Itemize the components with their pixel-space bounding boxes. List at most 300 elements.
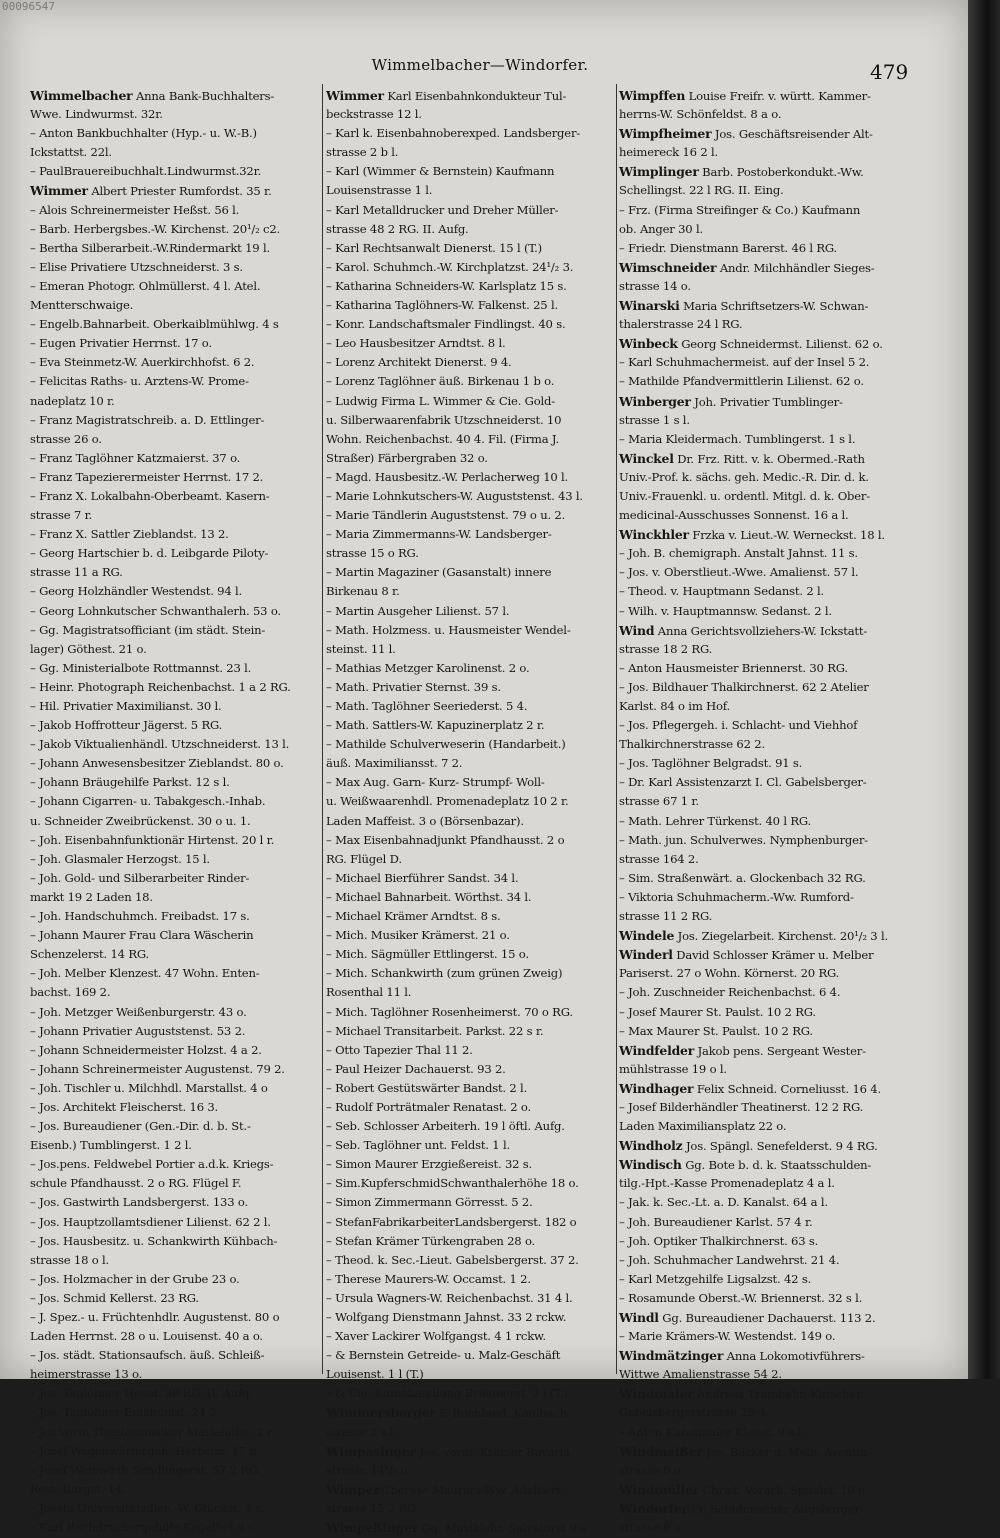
entry-text: strasse 164 2. xyxy=(619,851,699,866)
entry-text: – Joh. Tischler u. Milchhdl. Marstallst. 4 o xyxy=(30,1080,268,1095)
entry-text: – Franz Magistratschreib. a. D. Ettlinger- xyxy=(30,412,265,427)
directory-entry-line xyxy=(619,1365,916,1384)
entry-text: strasse 8 o. xyxy=(619,1462,684,1477)
directory-entry-head xyxy=(619,1384,916,1403)
entry-text: Gg. Bote b. d. k. Staatsschulden- xyxy=(681,1158,872,1173)
entry-text: – Jak. k. Sec.-Lt. a. D. Kanalst. 64 a l. xyxy=(619,1195,828,1210)
surname: Wimpffen xyxy=(619,88,686,103)
directory-entry-line xyxy=(326,162,620,181)
directory-entry-head xyxy=(619,86,916,105)
entry-text: – Joh. Metzger Weißenburgerstr. 43 o. xyxy=(30,1004,247,1019)
directory-entry-line xyxy=(30,1346,330,1365)
directory-entry-line xyxy=(619,239,916,258)
entry-text: Felix Schneid. Corneliusst. 16 4. xyxy=(693,1081,881,1096)
entry-text: nadeplatz 10 r. xyxy=(30,393,115,408)
surname: Windmaier xyxy=(619,1386,694,1402)
directory-entry-line xyxy=(326,983,620,1002)
directory-entry-line xyxy=(30,1155,330,1174)
entry-text: – Jos. Bildhauer Thalkirchnerst. 62 2 Atelier xyxy=(619,679,869,694)
entry-text: – Jos.pens. Feldwebel Portier a.d.k. Kriegs- xyxy=(30,1157,274,1172)
directory-entry-line xyxy=(326,1499,620,1518)
directory-entry-line xyxy=(30,1518,330,1537)
directory-entry-line xyxy=(619,563,916,582)
directory-entry-line xyxy=(619,754,916,773)
directory-entry-line xyxy=(326,449,620,468)
directory-entry-line xyxy=(326,277,620,296)
surname: Windele xyxy=(619,928,675,944)
directory-entry-line xyxy=(326,1213,620,1232)
entry-text: strasse 15 o RG. xyxy=(326,546,419,561)
entry-text: Dr. Frz. Ritt. v. k. Obermed.-Rath xyxy=(673,451,865,466)
entry-text: – Konr. Landschaftsmaler Findlingst. 40 s. xyxy=(326,317,566,332)
entry-text: – Mich. Schankwirth (zum grünen Zweig) xyxy=(326,966,563,981)
entry-text: – Jos. Taglöhner Belgradst. 91 s. xyxy=(619,756,803,771)
directory-entry-line xyxy=(619,372,916,391)
entry-text: – Jos. Architekt Fleischerst. 16 3. xyxy=(30,1099,219,1114)
directory-column-left xyxy=(30,86,330,1535)
directory-entry-line xyxy=(30,678,330,697)
directory-entry-line xyxy=(30,525,330,544)
entry-text: – Jos.vorm.Theatermusiker Mariahilfst. 2 r. xyxy=(30,1424,275,1439)
directory-entry-line xyxy=(619,964,916,983)
directory-entry-head xyxy=(619,449,916,468)
entry-text: – Martin Ausgeher Lilienst. 57 l. xyxy=(326,603,510,618)
directory-entry-line xyxy=(619,640,916,659)
directory-entry-line xyxy=(30,907,330,926)
directory-entry-line xyxy=(30,411,330,430)
entry-text: – Franz X. Lokalbahn-Oberbeamt. Kasern- xyxy=(30,488,270,503)
directory-entry-line xyxy=(619,468,916,487)
directory-entry-line xyxy=(326,1289,620,1308)
entry-text: – Ursula Wagners-W. Reichenbachst. 31 4 l. xyxy=(326,1290,573,1305)
directory-entry-head xyxy=(619,258,916,277)
directory-entry-line xyxy=(30,544,330,563)
directory-entry-line xyxy=(326,430,620,449)
entry-text: Andreas Trambahn-Kutscher xyxy=(693,1387,862,1402)
entry-text: – Michael Bahnarbeit. Wörthst. 34 l. xyxy=(326,889,532,904)
entry-text: – Frz. (Firma Streifinger & Co.) Kaufmann xyxy=(619,202,861,217)
surname: Winbeck xyxy=(619,336,678,352)
entry-text: – Karol. Schuhmch.-W. Kirchplatzst. 24¹/₂ 3. xyxy=(326,259,574,274)
directory-entry-line xyxy=(326,1251,620,1270)
entry-text: strasse 7 r. xyxy=(30,508,93,523)
directory-entry-line xyxy=(326,792,620,811)
surname: Windmüller xyxy=(619,1481,700,1497)
directory-entry-line xyxy=(326,1174,620,1193)
directory-entry-line xyxy=(30,506,330,525)
entry-text: – Jos. Pflegergeh. i. Schlacht- und Viehhof xyxy=(619,718,858,733)
directory-entry-line xyxy=(30,697,330,716)
entry-text: – Joh. Glasmaler Herzogst. 15 l. xyxy=(30,851,210,866)
entry-text: Anna Bank-Buchhalters- xyxy=(132,89,275,103)
directory-entry-head xyxy=(326,1403,620,1422)
directory-entry-line xyxy=(326,468,620,487)
entry-text: Jos. vorm. Krämer Bavaria- xyxy=(415,1444,574,1459)
entry-text: schule Pfandhausst. 2 o RG. Flügel F. xyxy=(30,1176,242,1191)
directory-entry-line xyxy=(326,525,620,544)
entry-text: – Jos. Hauptzollamtsdiener Lilienst. 62 2 l. xyxy=(30,1214,271,1229)
directory-entry-head xyxy=(619,1079,916,1098)
directory-entry-line xyxy=(30,430,330,449)
directory-entry-line xyxy=(619,659,916,678)
entry-text: – Max Eisenbahnadjunkt Pfandhausst. 2 o xyxy=(326,832,565,847)
directory-entry-line xyxy=(326,1098,620,1117)
entry-text: Frzka v. Lieut.-W. Werneckst. 18 l. xyxy=(688,528,885,543)
entry-text: – Maria Zimmermanns-W. Landsberger- xyxy=(326,527,552,542)
directory-entry-line xyxy=(326,143,620,162)
directory-entry-line xyxy=(326,1041,620,1060)
entry-text: herrns-W. Schönfeldst. 8 a o. xyxy=(619,107,782,122)
entry-text: Straßer) Färbergraben 32 o. xyxy=(326,450,488,465)
directory-entry-line xyxy=(30,716,330,735)
directory-entry-line xyxy=(30,1003,330,1022)
entry-text: – Joh. Eisenbahnfunktionär Hirtenst. 20 l r. xyxy=(30,832,275,847)
entry-text: – Joh. Bureaudiener Karlst. 57 4 r. xyxy=(619,1214,813,1229)
entry-text: Karl Eisenbahnkondukteur Tul- xyxy=(383,89,567,103)
entry-text: – Mich. Musiker Krämerst. 21 o. xyxy=(326,928,510,943)
entry-text: – Alois Schreinermeister Heßst. 56 l. xyxy=(30,202,240,217)
directory-entry-line xyxy=(30,621,330,640)
directory-entry-head xyxy=(619,1155,916,1174)
directory-entry-line xyxy=(326,1022,620,1041)
directory-entry-line xyxy=(326,812,620,831)
directory-entry-line xyxy=(30,1174,330,1193)
directory-entry-line xyxy=(326,1327,620,1346)
directory-entry-line xyxy=(326,754,620,773)
entry-text: – Mathilde Pfandvermittlerin Lilienst. 62 o. xyxy=(619,374,864,389)
entry-text: F. Buchbind. Kaulbach- xyxy=(435,1406,571,1421)
entry-text: – Karl Metzgehilfe Ligsalzst. 42 s. xyxy=(619,1271,812,1286)
entry-text: – Jos. v. Oberstlieut.-Wwe. Amalienst. 57 l. xyxy=(619,565,859,580)
entry-text: – Dr. Karl Assistenzarzt I. Cl. Gabelsberger- xyxy=(619,775,867,790)
directory-entry-line xyxy=(30,563,330,582)
directory-entry-line xyxy=(619,850,916,869)
surname: Windorfer xyxy=(619,1500,688,1516)
entry-text: – Jos. Taglöhner Emanuelst. 24 2. xyxy=(30,1405,221,1420)
directory-entry-line xyxy=(619,792,916,811)
directory-entry-line xyxy=(326,487,620,506)
entry-text: steinst. 11 l. xyxy=(326,641,396,656)
directory-entry-line xyxy=(30,602,330,621)
directory-entry-line xyxy=(619,1270,916,1289)
entry-text: – Jakob Viktualienhändl. Utzschneiderst. 13 l. xyxy=(30,737,290,752)
directory-entry-line xyxy=(619,1193,916,1212)
directory-entry-line xyxy=(30,162,330,181)
entry-text: – Seb. Schlosser Arbeiterh. 19 l öftl. Aufg. xyxy=(326,1119,565,1134)
directory-entry-line xyxy=(326,1117,620,1136)
entry-text: – Jos. Bureaudiener (Gen.-Dir. d. b. St.- xyxy=(30,1119,251,1134)
entry-text: – Magd. Hausbesitz.-W. Perlacherweg 10 l. xyxy=(326,469,569,484)
entry-text: – Marie Tändlerin Auguststenst. 79 o u. 2. xyxy=(326,508,566,523)
directory-entry-line xyxy=(326,563,620,582)
directory-entry-line xyxy=(30,334,330,353)
entry-text: – Max Maurer St. Paulst. 10 2 RG. xyxy=(619,1023,813,1038)
directory-entry-line xyxy=(30,1499,330,1518)
surname: Winckel xyxy=(619,450,674,466)
directory-entry-line xyxy=(619,697,916,716)
surname: Windisch xyxy=(619,1157,682,1173)
directory-entry-line xyxy=(326,411,620,430)
directory-entry-line xyxy=(619,411,916,430)
directory-entry-line xyxy=(30,1079,330,1098)
entry-text: – Theod. k. Sec.-Lieut. Gabelsbergerst. 37 2. xyxy=(326,1252,579,1267)
entry-text: – Anton Bankbuchhalter (Hyp.- u. W.-B.) xyxy=(30,126,257,141)
directory-entry-line xyxy=(326,372,620,391)
directory-entry-line xyxy=(30,1403,330,1422)
entry-text: strasse 67 1 r. xyxy=(619,794,699,809)
directory-entry-line xyxy=(619,907,916,926)
directory-entry-line xyxy=(30,888,330,907)
entry-text: – Therese Maurers-W. Occamst. 1 2. xyxy=(326,1271,531,1286)
entry-text: strasse 1 s l. xyxy=(619,412,690,427)
directory-entry-line xyxy=(30,792,330,811)
entry-text: strasse 14¹/₂ o. xyxy=(326,1462,411,1477)
entry-text: – Barb. Herbergsbes.-W. Kirchenst. 20¹/₂ c2. xyxy=(30,221,280,236)
entry-text: Louisenstrasse 1 l. xyxy=(326,183,433,198)
directory-entry-line xyxy=(619,1232,916,1251)
directory-entry-line xyxy=(30,983,330,1002)
directory-entry-line xyxy=(30,277,330,296)
entry-text: – Johann Maurer Frau Clara Wäscherin xyxy=(30,928,254,943)
directory-entry-line xyxy=(326,831,620,850)
entry-text: RG. Flügel D. xyxy=(326,851,402,866)
surname: Windfelder xyxy=(619,1042,695,1058)
directory-entry-line xyxy=(326,678,620,697)
entry-text: strasse 6 o. xyxy=(619,1520,684,1535)
entry-text: – Eva Steinmetz-W. Auerkirchhofst. 6 2. xyxy=(30,355,255,370)
directory-entry-head xyxy=(326,1518,620,1537)
entry-text: – Karl Schuhmachermeist. auf der Insel 5 2. xyxy=(619,355,870,370)
entry-text: Schellingst. 22 l RG. II. Eing. xyxy=(619,183,784,198)
entry-text: – Wilh. v. Hauptmannsw. Sedanst. 2 l. xyxy=(619,603,832,618)
entry-text: – Joh. B. chemigraph. Anstalt Jahnst. 11 s. xyxy=(619,546,858,561)
directory-entry-line xyxy=(30,1098,330,1117)
directory-entry-line xyxy=(30,582,330,601)
entry-text: – PaulBrauereibuchhalt.Lindwurmst.32r. xyxy=(30,164,262,179)
entry-text: – Jos. Holzmacher in der Grube 23 o. xyxy=(30,1271,240,1286)
directory-entry-line xyxy=(30,850,330,869)
directory-entry-line xyxy=(619,1213,916,1232)
directory-entry-line xyxy=(326,640,620,659)
directory-entry-line xyxy=(326,239,620,258)
entry-text: – Georg Hartschier b. d. Leibgarde Piloty- xyxy=(30,546,269,561)
entry-text: David Schlosser Krämer u. Melber xyxy=(672,948,874,963)
entry-text: – Jos. Hausbesitz. u. Schankwirth Kühbach- xyxy=(30,1233,278,1248)
surname: Wimpeßinger xyxy=(326,1520,419,1536)
entry-text: – Johann Cigarren- u. Tabakgesch.-Inhab. xyxy=(30,794,266,809)
directory-entry-line xyxy=(619,143,916,162)
entry-text: Andr. Milchhändler Sieges- xyxy=(716,260,875,275)
entry-text: Wohn. Reichenbachst. 40 4. Fil. (Firma J. xyxy=(326,431,559,446)
entry-text: – Lorenz Taglöhner äuß. Birkenau 1 b o. xyxy=(326,374,555,389)
directory-entry-line xyxy=(30,143,330,162)
entry-text: – StefanFabrikarbeiterLandsbergerst. 182 o xyxy=(326,1214,577,1229)
directory-entry-line xyxy=(30,201,330,220)
directory-entry-head xyxy=(619,1136,916,1155)
entry-text: – Eugen Privatier Herrnst. 17 o. xyxy=(30,336,212,351)
directory-entry-line xyxy=(30,353,330,372)
entry-text: u. Schneider Zweibrückenst. 30 o u. 1. xyxy=(30,813,251,828)
entry-text: – Engelb.Bahnarbeit. Oberkaiblmühlwg. 4 s xyxy=(30,317,279,332)
directory-entry-line xyxy=(30,449,330,468)
entry-text: – Math. Sattlers-W. Kapuzinerplatz 2 r. xyxy=(326,718,545,733)
directory-entry-line xyxy=(30,1270,330,1289)
surname: Wimschneider xyxy=(619,259,717,275)
entry-text: Jos. Geschäftsreisender Alt- xyxy=(711,127,873,142)
entry-text: strasse 26 o. xyxy=(30,431,102,446)
directory-entry-line xyxy=(326,201,620,220)
directory-entry-head xyxy=(619,525,916,544)
directory-entry-line xyxy=(619,831,916,850)
entry-text: – Marie Lohnkutschers-W. Auguststenst. 43 l. xyxy=(326,488,583,503)
entry-text: – Mich. Taglöhner Rosenheimerst. 70 o RG. xyxy=(326,1004,573,1019)
directory-entry-line xyxy=(619,1327,916,1346)
directory-entry-line xyxy=(619,201,916,220)
entry-text: strasse 15 2 RG. xyxy=(326,1500,420,1515)
book-spine xyxy=(968,0,1000,1379)
surname: Wimmelbacher xyxy=(30,88,133,103)
entry-text: strasse 2 b l. xyxy=(326,145,399,160)
surname: Wimpasinger xyxy=(326,1443,416,1459)
entry-text: Rosenthal 11 l. xyxy=(326,985,412,1000)
directory-entry-line xyxy=(619,181,916,200)
entry-text: – Jos. Schmid Kellerst. 23 RG. xyxy=(30,1290,199,1305)
directory-entry-head xyxy=(619,334,916,353)
directory-entry-line xyxy=(619,105,916,124)
entry-text: – Karl Rechtsanwalt Dienerst. 15 l (T.) xyxy=(326,240,542,255)
directory-entry-line xyxy=(30,869,330,888)
entry-text: – Hil. Privatier Maximilianst. 30 l. xyxy=(30,699,222,713)
entry-text: Therese Maurers-Ww. Adalbert- xyxy=(379,1482,565,1497)
entry-text: – Elise Privatiere Utzschneiderst. 3 s. xyxy=(30,259,243,274)
directory-entry-head xyxy=(619,1480,916,1499)
entry-text: – Johann Bräugehilfe Parkst. 12 s l. xyxy=(30,775,230,790)
directory-entry-line xyxy=(326,1423,620,1442)
entry-text: thalerstrasse 24 l RG. xyxy=(619,317,743,332)
entry-text: – Michael Krämer Arndtst. 8 s. xyxy=(326,909,501,924)
entry-text: u. Silberwaarenfabrik Utzschneiderst. 10 xyxy=(326,412,562,427)
entry-text: – Karl k. Eisenbahnoberexped. Landsberger- xyxy=(326,126,580,141)
entry-text: – Franz X. Sattler Zieblandst. 13 2. xyxy=(30,527,229,542)
entry-text: lager) Göthest. 21 o. xyxy=(30,641,147,656)
page-number: 479 xyxy=(870,60,909,84)
directory-entry-line xyxy=(619,506,916,525)
entry-text: – Simon Zimmermann Görresst. 5 2. xyxy=(326,1195,533,1210)
entry-text: Thalkirchnerstrasse 62 2. xyxy=(619,737,765,752)
entry-text: – Gg. Magistratsofficiant (im städt. Stein- xyxy=(30,622,266,637)
entry-text: – Josefa Universitätsdien.-W. Glückst. 4 s. xyxy=(30,1500,265,1515)
directory-entry-line xyxy=(326,850,620,869)
surname: Wimpfheimer xyxy=(619,126,712,142)
directory-entry-line xyxy=(619,678,916,697)
entry-text: Ickstattst. 22l. xyxy=(30,145,112,160)
directory-entry-line xyxy=(30,258,330,277)
directory-entry-head xyxy=(326,86,620,105)
surname: Wimmer xyxy=(30,183,88,199)
directory-entry-line xyxy=(30,945,330,964)
directory-entry-line xyxy=(619,1461,916,1480)
entry-text: Karlst. 84 o im Hof. xyxy=(619,699,730,713)
entry-text: – Paul Heizer Dachauerst. 93 2. xyxy=(326,1061,506,1076)
surname: Windholz xyxy=(619,1138,683,1154)
directory-entry-line xyxy=(326,735,620,754)
directory-entry-line xyxy=(619,1022,916,1041)
entry-text: – Mathias Metzger Karolinenst. 2 o. xyxy=(326,660,530,675)
entry-text: – Emeran Photogr. Ohlmüllerst. 4 l. Atel. xyxy=(30,278,261,293)
entry-text: Rest. Burgst. 14. xyxy=(30,1481,126,1496)
directory-entry-line xyxy=(326,621,620,640)
directory-entry-line xyxy=(30,1461,330,1480)
directory-entry-line xyxy=(619,430,916,449)
directory-entry-line xyxy=(30,1308,330,1327)
directory-entry-line xyxy=(30,220,330,239)
directory-entry-line xyxy=(326,1003,620,1022)
entry-text: – Friedr. Dienstmann Barerst. 46 l RG. xyxy=(619,240,838,255)
directory-entry-line xyxy=(619,1289,916,1308)
directory-entry-line xyxy=(326,296,620,315)
entry-text: Univ.-Frauenkl. u. ordentl. Mitgl. d. k. Ober- xyxy=(619,488,870,503)
entry-text: – Marie Krämers-W. Westendst. 149 o. xyxy=(619,1329,836,1344)
surname: Winberger xyxy=(619,393,691,409)
entry-text: – Johann Anwesensbesitzer Zieblandst. 80 o. xyxy=(30,756,284,771)
scan-id: 00096547 xyxy=(2,0,55,13)
directory-entry-head xyxy=(619,1442,916,1461)
directory-entry-line xyxy=(326,392,620,411)
entry-text: Laden Herrnst. 28 o u. Louisenst. 40 a o. xyxy=(30,1329,263,1344)
entry-text: Fr. Schuhmacher Augsburger- xyxy=(687,1501,864,1516)
entry-text: äuß. Maximiliansst. 7 2. xyxy=(326,756,463,771)
directory-entry-line xyxy=(326,773,620,792)
entry-text: – Math. jun. Schulverwes. Nymphenburger- xyxy=(619,832,868,847)
directory-entry-line xyxy=(30,487,330,506)
entry-text: – Robert Gestütswärter Bandst. 2 l. xyxy=(326,1080,528,1095)
directory-entry-line xyxy=(326,1060,620,1079)
directory-entry-line xyxy=(30,1022,330,1041)
entry-text: Pariserst. 27 o Wohn. Körnerst. 20 RG. xyxy=(619,966,840,981)
directory-entry-line xyxy=(30,1136,330,1155)
entry-text: – Joh. Gold- und Silberarbeiter Rinder- xyxy=(30,870,250,885)
directory-entry-line xyxy=(30,372,330,391)
entry-text: Jos. Spängl. Senefelderst. 9 4 RG. xyxy=(682,1139,878,1154)
directory-entry-line xyxy=(326,353,620,372)
entry-text: – Gg. Ministerialbote Rottmannst. 23 l. xyxy=(30,660,252,675)
directory-entry-line xyxy=(619,582,916,601)
directory-column-middle xyxy=(326,86,620,1536)
directory-entry-line xyxy=(30,296,330,315)
entry-text: – Felicitas Raths- u. Arztens-W. Prome- xyxy=(30,374,249,389)
directory-entry-line xyxy=(30,1384,330,1403)
directory-entry-line xyxy=(326,1193,620,1212)
directory-entry-line xyxy=(30,754,330,773)
directory-entry-line xyxy=(30,812,330,831)
entry-text: – Johann Privatier Auguststenst. 53 2. xyxy=(30,1023,246,1038)
entry-text: beckstrasse 12 l. xyxy=(326,107,422,122)
directory-entry-line xyxy=(30,831,330,850)
entry-text: u. Weißwaarenhdl. Promenadeplatz 10 2 r. xyxy=(326,794,569,809)
entry-text: Anna Lokomotivführers- xyxy=(723,1349,865,1364)
directory-entry-line xyxy=(30,392,330,411)
entry-text: – Rosamunde Oberst.-W. Briennerst. 32 s l. xyxy=(619,1290,863,1305)
directory-entry-line xyxy=(326,334,620,353)
directory-entry-line xyxy=(326,315,620,334)
entry-text: Gg. Bureaudiener Dachauerst. 113 2. xyxy=(658,1311,876,1325)
entry-text: Joh. Privatier Tumblinger- xyxy=(690,394,843,409)
directory-entry-line xyxy=(30,1117,330,1136)
entry-text: – Seb. Taglöhner unt. Feldst. 1 l. xyxy=(326,1138,510,1153)
directory-entry-line xyxy=(326,124,620,143)
directory-entry-line xyxy=(619,1098,916,1117)
directory-entry-line xyxy=(619,983,916,1002)
